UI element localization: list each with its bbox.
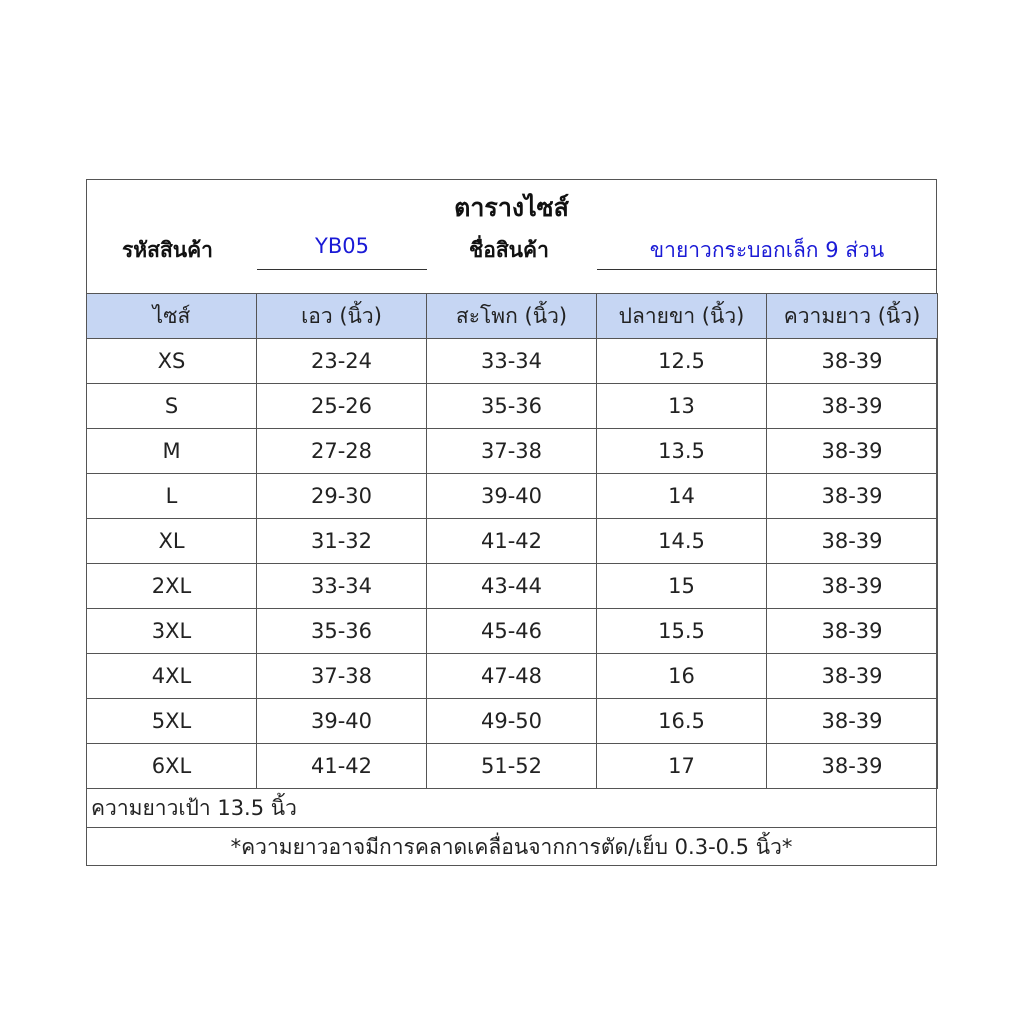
table-cell: 27-28 — [257, 429, 427, 474]
product-name-label: ชื่อสินค้า — [469, 238, 549, 262]
table-cell: 4XL — [87, 654, 257, 699]
table-cell: 39-40 — [427, 474, 597, 519]
table-cell: 51-52 — [427, 744, 597, 789]
table-cell: 3XL — [87, 609, 257, 654]
table-cell: 38-39 — [767, 609, 938, 654]
table-cell: 2XL — [87, 564, 257, 609]
table-cell: 38-39 — [767, 339, 938, 384]
table-row — [87, 339, 938, 384]
table-cell: 12.5 — [597, 339, 767, 384]
table-cell: 49-50 — [427, 699, 597, 744]
table-cell: 31-32 — [257, 519, 427, 564]
table-cell: 14.5 — [597, 519, 767, 564]
table-cell: 23-24 — [257, 339, 427, 384]
table-cell: L — [87, 474, 257, 519]
table-row — [87, 654, 938, 699]
table-row — [87, 699, 938, 744]
table-cell: 41-42 — [427, 519, 597, 564]
table-row — [87, 609, 938, 654]
product-code-value: YB05 — [315, 234, 369, 258]
table-cell: 45-46 — [427, 609, 597, 654]
column-header: ความยาว (นิ้ว) — [767, 294, 938, 339]
table-cell: 16.5 — [597, 699, 767, 744]
table-cell: 43-44 — [427, 564, 597, 609]
table-row — [87, 474, 938, 519]
table-cell: 47-48 — [427, 654, 597, 699]
rise-length-note: ความยาวเป้า 13.5 นิ้ว — [87, 788, 936, 828]
column-header: สะโพก (นิ้ว) — [427, 294, 597, 339]
table-cell: XL — [87, 519, 257, 564]
table-cell: 5XL — [87, 699, 257, 744]
table-cell: 38-39 — [767, 654, 938, 699]
product-code-underline — [257, 269, 427, 270]
table-row — [87, 429, 938, 474]
table-cell: 13.5 — [597, 429, 767, 474]
tolerance-note: *ความยาวอาจมีการคลาดเคลื่อนจากการตัด/เย็บ 0.3-0.5 นิ้ว* — [87, 827, 936, 867]
table-cell: 37-38 — [427, 429, 597, 474]
table-row — [87, 384, 938, 429]
table-cell: 38-39 — [767, 564, 938, 609]
product-name-underline — [597, 269, 937, 270]
table-row — [87, 519, 938, 564]
size-table — [86, 293, 938, 789]
table-cell: 25-26 — [257, 384, 427, 429]
table-cell: 29-30 — [257, 474, 427, 519]
chart-title: ตารางไซส์ — [454, 193, 569, 222]
table-cell: 35-36 — [257, 609, 427, 654]
table-cell: M — [87, 429, 257, 474]
table-cell: 38-39 — [767, 384, 938, 429]
table-cell: 14 — [597, 474, 767, 519]
table-cell: 38-39 — [767, 744, 938, 789]
table-row — [87, 744, 938, 789]
table-cell: 39-40 — [257, 699, 427, 744]
table-cell: 15.5 — [597, 609, 767, 654]
column-header: เอว (นิ้ว) — [257, 294, 427, 339]
table-cell: 38-39 — [767, 519, 938, 564]
column-header: ไซส์ — [87, 294, 257, 339]
table-cell: 41-42 — [257, 744, 427, 789]
table-header-row — [87, 294, 938, 339]
table-cell: 35-36 — [427, 384, 597, 429]
product-name-value: ขายาวกระบอกเล็ก 9 ส่วน — [649, 238, 885, 262]
table-cell: 38-39 — [767, 429, 938, 474]
table-cell: 15 — [597, 564, 767, 609]
table-cell: 13 — [597, 384, 767, 429]
column-header: ปลายขา (นิ้ว) — [597, 294, 767, 339]
table-cell: 38-39 — [767, 699, 938, 744]
table-cell: 33-34 — [427, 339, 597, 384]
table-row — [87, 564, 938, 609]
table-cell: XS — [87, 339, 257, 384]
table-cell: 17 — [597, 744, 767, 789]
table-cell: 33-34 — [257, 564, 427, 609]
table-cell: S — [87, 384, 257, 429]
table-cell: 37-38 — [257, 654, 427, 699]
size-chart — [86, 179, 937, 866]
table-cell: 6XL — [87, 744, 257, 789]
table-cell: 38-39 — [767, 474, 938, 519]
product-code-label: รหัสสินค้า — [122, 238, 213, 262]
table-cell: 16 — [597, 654, 767, 699]
